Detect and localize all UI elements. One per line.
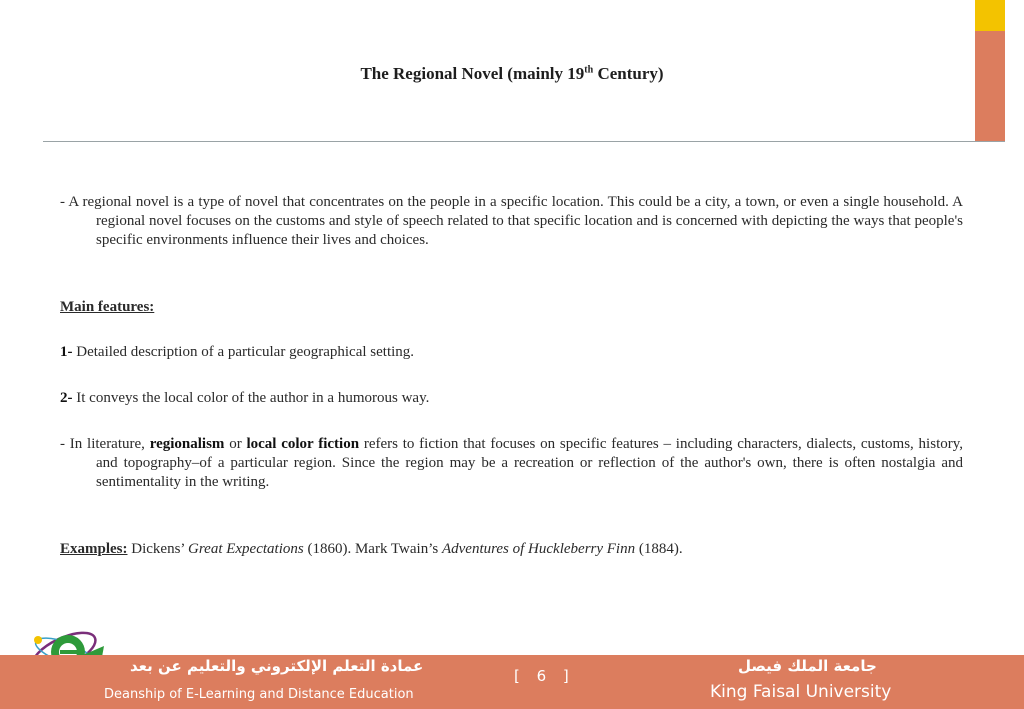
examples-label: Examples: — [60, 541, 128, 557]
examples-line: Examples: Dickens’ Great Expectations (1860). Mark Twain’s Adventures of Huckleberry Finn (1884). — [60, 541, 683, 557]
university-arabic: جامعة الملك فيصل — [738, 657, 877, 675]
intro-paragraph: - A regional novel is a type of novel that concentrates on the people in a specific location. This could be a city, a town, or even a single household. A regional novel focuses on the customs and style of speech related to that specific location and is concerned with depicting the ways that people's specific environments influence their lives and choices. — [60, 194, 963, 248]
term-regionalism: regionalism — [149, 436, 225, 452]
work-title: Great Expectations — [188, 541, 304, 557]
work-title: Adventures of Huckleberry Finn — [441, 541, 636, 557]
feature-text: Detailed description of a particular geographical setting. — [72, 344, 415, 360]
corner-accent-gold — [975, 0, 1005, 31]
feature-number: 1- — [60, 344, 73, 360]
feature-number: 2- — [60, 390, 73, 406]
term-local-color-fiction: local color fiction — [246, 436, 360, 452]
deanship-english: Deanship of E-Learning and Distance Education — [104, 687, 414, 702]
feature-item-1 — [60, 344, 414, 361]
page-title: The Regional Novel (mainly 19th Century) — [360, 64, 664, 83]
page-number: [ 6 ] — [514, 667, 575, 685]
literature-paragraph: - In literature, regionalism or local color fiction refers to fiction that focuses on specific features – including characters, dialects, customs, history, and topography–of a particular region. Since the region may be a recreation or reflection of the author's own, there is often nostalgia and sentimentality in the writing. — [60, 436, 964, 490]
university-english: King Faisal University — [710, 682, 892, 702]
feature-item-2 — [60, 390, 429, 407]
deanship-arabic: عمادة التعلم الإلكتروني والتعليم عن بعد — [130, 657, 424, 675]
features-heading: Main features: — [60, 299, 155, 315]
title-superscript: th — [584, 64, 594, 76]
footer-bar — [0, 655, 1024, 709]
corner-accent-orange — [975, 31, 1005, 141]
header-divider — [43, 141, 1005, 142]
feature-text: It conveys the local color of the author in a humorous way. — [72, 390, 430, 406]
